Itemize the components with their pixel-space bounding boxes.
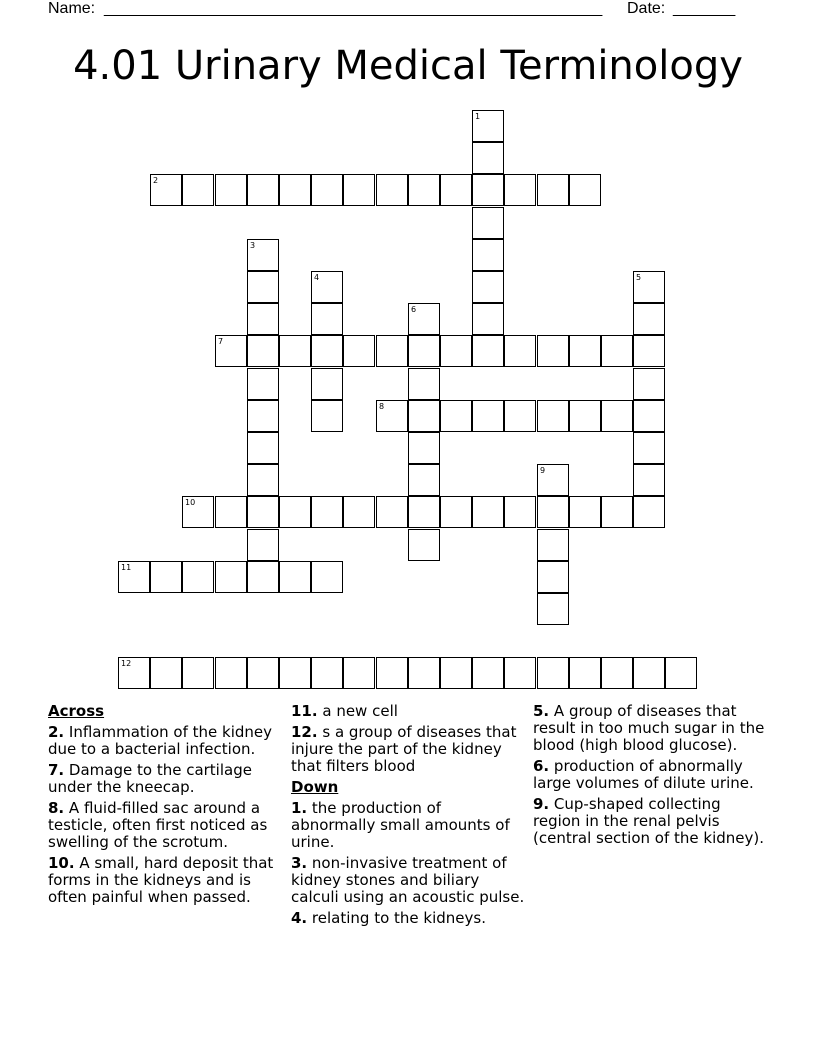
clue-across-11 xyxy=(291,703,527,720)
crossword-cell[interactable] xyxy=(408,400,440,432)
crossword-cell[interactable] xyxy=(311,657,343,689)
crossword-cell[interactable] xyxy=(247,271,279,303)
clue-across-10 xyxy=(48,855,284,906)
cell-number: 5 xyxy=(636,273,642,282)
name-label: Name: xyxy=(48,0,96,17)
crossword-cell[interactable] xyxy=(279,561,311,593)
clue-number: 1. xyxy=(291,799,308,817)
crossword-cell[interactable] xyxy=(633,432,665,464)
clue-number: 2. xyxy=(48,723,65,741)
crossword-cell[interactable] xyxy=(247,335,279,367)
crossword-cell[interactable] xyxy=(376,335,408,367)
clue-across-12 xyxy=(291,724,527,775)
crossword-cell[interactable] xyxy=(150,174,182,206)
cell-number: 11 xyxy=(121,563,132,572)
cell-number: 6 xyxy=(411,305,417,314)
clue-across-7 xyxy=(48,762,284,796)
crossword-cell[interactable] xyxy=(665,657,697,689)
crossword-cell[interactable] xyxy=(537,561,569,593)
clue-text: the production of abnormally small amounts of urine. xyxy=(291,799,510,851)
clue-text: relating to the kidneys. xyxy=(311,909,486,927)
crossword-cell[interactable] xyxy=(569,496,601,528)
crossword-cell[interactable] xyxy=(472,207,504,239)
crossword-cell[interactable] xyxy=(504,335,536,367)
crossword-cell[interactable] xyxy=(537,529,569,561)
crossword-cell[interactable] xyxy=(440,496,472,528)
crossword-cell[interactable] xyxy=(343,496,375,528)
clue-text: a new cell xyxy=(322,702,398,720)
cell-number: 8 xyxy=(379,402,385,411)
crossword-cell[interactable] xyxy=(118,561,150,593)
clue-number: 3. xyxy=(291,854,308,872)
crossword-cell[interactable] xyxy=(247,239,279,271)
crossword-cell[interactable] xyxy=(408,464,440,496)
clues-column-2 xyxy=(291,703,527,931)
clue-across-8 xyxy=(48,800,284,851)
crossword-cell[interactable] xyxy=(215,174,247,206)
crossword-cell[interactable] xyxy=(633,335,665,367)
crossword-cell[interactable] xyxy=(376,657,408,689)
crossword-cell[interactable] xyxy=(311,174,343,206)
crossword-cell[interactable] xyxy=(537,400,569,432)
crossword-cell[interactable] xyxy=(472,239,504,271)
across-heading: Across xyxy=(48,702,105,720)
cell-number: 3 xyxy=(250,241,256,250)
clue-across-2 xyxy=(48,724,284,758)
crossword-cell[interactable] xyxy=(504,657,536,689)
crossword-cell[interactable] xyxy=(376,496,408,528)
crossword-cell[interactable] xyxy=(633,368,665,400)
crossword-cell[interactable] xyxy=(118,657,150,689)
crossword-cell[interactable] xyxy=(215,335,247,367)
crossword-cell[interactable] xyxy=(247,174,279,206)
crossword-cell[interactable] xyxy=(247,657,279,689)
clue-text: Damage to the cartilage under the kneecap. xyxy=(48,761,252,796)
cell-number: 10 xyxy=(185,498,196,507)
crossword-cell[interactable] xyxy=(537,335,569,367)
crossword-cell[interactable] xyxy=(311,335,343,367)
crossword-cell[interactable] xyxy=(633,657,665,689)
crossword-cell[interactable] xyxy=(247,529,279,561)
crossword-cell[interactable] xyxy=(408,529,440,561)
crossword-cell[interactable] xyxy=(601,400,633,432)
crossword-cell[interactable] xyxy=(150,561,182,593)
clue-text: Cup-shaped collecting region in the renal pelvis (central section of the kidney). xyxy=(533,795,765,847)
crossword-cell[interactable] xyxy=(472,303,504,335)
cell-number: 7 xyxy=(218,337,224,346)
cell-number: 1 xyxy=(475,112,481,121)
clue-text: s a group of diseases that injure the part of the kidney that filters blood xyxy=(291,723,517,775)
clue-down-5 xyxy=(533,703,769,754)
crossword-cell[interactable] xyxy=(440,335,472,367)
crossword-cell[interactable] xyxy=(182,174,214,206)
crossword-cell[interactable] xyxy=(215,657,247,689)
crossword-cell[interactable] xyxy=(376,400,408,432)
crossword-cell[interactable] xyxy=(537,464,569,496)
crossword-cell[interactable] xyxy=(247,303,279,335)
clue-number: 11. xyxy=(291,702,318,720)
clue-text: non-invasive treatment of kidney stones and biliary calculi using an acoustic pulse. xyxy=(291,854,525,906)
clue-down-1 xyxy=(291,800,527,851)
crossword-cell[interactable] xyxy=(311,271,343,303)
crossword-cell[interactable] xyxy=(247,400,279,432)
clue-number: 10. xyxy=(48,854,75,872)
crossword-cell[interactable] xyxy=(601,496,633,528)
crossword-cell[interactable] xyxy=(215,496,247,528)
crossword-cell[interactable] xyxy=(311,561,343,593)
crossword-cell[interactable] xyxy=(472,496,504,528)
crossword-cell[interactable] xyxy=(408,174,440,206)
crossword-cell[interactable] xyxy=(537,496,569,528)
crossword-cell[interactable] xyxy=(472,110,504,142)
cell-number: 2 xyxy=(153,176,159,185)
crossword-cell[interactable] xyxy=(408,657,440,689)
crossword-cell[interactable] xyxy=(408,335,440,367)
cell-number: 9 xyxy=(540,466,546,475)
crossword-cell[interactable] xyxy=(279,657,311,689)
clue-text: production of abnormally large volumes of dilute urine. xyxy=(533,757,754,792)
crossword-cell[interactable] xyxy=(247,464,279,496)
crossword-cell[interactable] xyxy=(343,174,375,206)
crossword-cell[interactable] xyxy=(537,593,569,625)
crossword-cell[interactable] xyxy=(247,432,279,464)
crossword-cell[interactable] xyxy=(440,400,472,432)
crossword-cell[interactable] xyxy=(472,335,504,367)
crossword-cell[interactable] xyxy=(504,400,536,432)
clue-number: 12. xyxy=(291,723,318,741)
crossword-cell[interactable] xyxy=(343,657,375,689)
clue-down-9 xyxy=(533,796,769,847)
cell-number: 12 xyxy=(121,659,132,668)
crossword-cell[interactable] xyxy=(569,335,601,367)
clue-text: Inflammation of the kidney due to a bacterial infection. xyxy=(48,723,273,758)
crossword-cell[interactable] xyxy=(408,303,440,335)
crossword-cell[interactable] xyxy=(472,657,504,689)
crossword-cell[interactable] xyxy=(601,657,633,689)
clue-down-6 xyxy=(533,758,769,792)
crossword-cell[interactable] xyxy=(440,657,472,689)
name-field[interactable]: ________________________________________________________ xyxy=(104,0,603,17)
crossword-cell[interactable] xyxy=(279,496,311,528)
clues-column-3 xyxy=(533,703,769,851)
crossword-cell[interactable] xyxy=(311,368,343,400)
crossword-cell[interactable] xyxy=(279,335,311,367)
clue-number: 4. xyxy=(291,909,308,927)
down-heading: Down xyxy=(291,778,339,796)
crossword-cell[interactable] xyxy=(150,657,182,689)
crossword-cell[interactable] xyxy=(537,657,569,689)
clue-down-4 xyxy=(291,910,527,927)
clue-text: A small, hard deposit that forms in the kidneys and is often painful when passed. xyxy=(48,854,274,906)
crossword-cell[interactable] xyxy=(408,368,440,400)
crossword-cell[interactable] xyxy=(601,335,633,367)
crossword-cell[interactable] xyxy=(472,142,504,174)
cell-number: 4 xyxy=(314,273,320,282)
crossword-cell[interactable] xyxy=(633,303,665,335)
crossword-cell[interactable] xyxy=(182,496,214,528)
crossword-cell[interactable] xyxy=(182,561,214,593)
crossword-cell[interactable] xyxy=(247,561,279,593)
crossword-cell[interactable] xyxy=(504,496,536,528)
clue-number: 9. xyxy=(533,795,550,813)
clue-number: 7. xyxy=(48,761,65,779)
crossword-cell[interactable] xyxy=(376,174,408,206)
crossword-cell[interactable] xyxy=(343,335,375,367)
date-label: Date: xyxy=(627,0,666,17)
crossword-cell[interactable] xyxy=(311,303,343,335)
crossword-cell[interactable] xyxy=(247,368,279,400)
crossword-cell[interactable] xyxy=(633,496,665,528)
clue-number: 6. xyxy=(533,757,550,775)
crossword-cell[interactable] xyxy=(633,400,665,432)
crossword-cell[interactable] xyxy=(633,271,665,303)
crossword-cell[interactable] xyxy=(311,496,343,528)
crossword-cell[interactable] xyxy=(408,432,440,464)
crossword-cell[interactable] xyxy=(569,174,601,206)
crossword-cell[interactable] xyxy=(472,400,504,432)
crossword-cell[interactable] xyxy=(472,271,504,303)
clue-text: A group of diseases that result in too much sugar in the blood (high blood glucose). xyxy=(533,702,765,754)
crossword-cell[interactable] xyxy=(569,657,601,689)
clue-number: 8. xyxy=(48,799,65,817)
crossword-cell[interactable] xyxy=(408,496,440,528)
clue-text: A fluid-filled sac around a testicle, often first noticed as swelling of the scrotum. xyxy=(48,799,268,851)
crossword-cell[interactable] xyxy=(440,174,472,206)
clue-number: 5. xyxy=(533,702,550,720)
clues-column-1 xyxy=(48,703,284,910)
date-field[interactable]: _______ xyxy=(673,0,736,17)
crossword-cell[interactable] xyxy=(247,496,279,528)
crossword-cell[interactable] xyxy=(537,174,569,206)
crossword-cell[interactable] xyxy=(279,174,311,206)
crossword-cell[interactable] xyxy=(504,174,536,206)
crossword-cell[interactable] xyxy=(472,174,504,206)
crossword-cell[interactable] xyxy=(569,400,601,432)
crossword-cell[interactable] xyxy=(633,464,665,496)
crossword-cell[interactable] xyxy=(215,561,247,593)
crossword-cell[interactable] xyxy=(182,657,214,689)
page-title: 4.01 Urinary Medical Terminology xyxy=(73,43,743,89)
clue-down-3 xyxy=(291,855,527,906)
crossword-cell[interactable] xyxy=(311,400,343,432)
